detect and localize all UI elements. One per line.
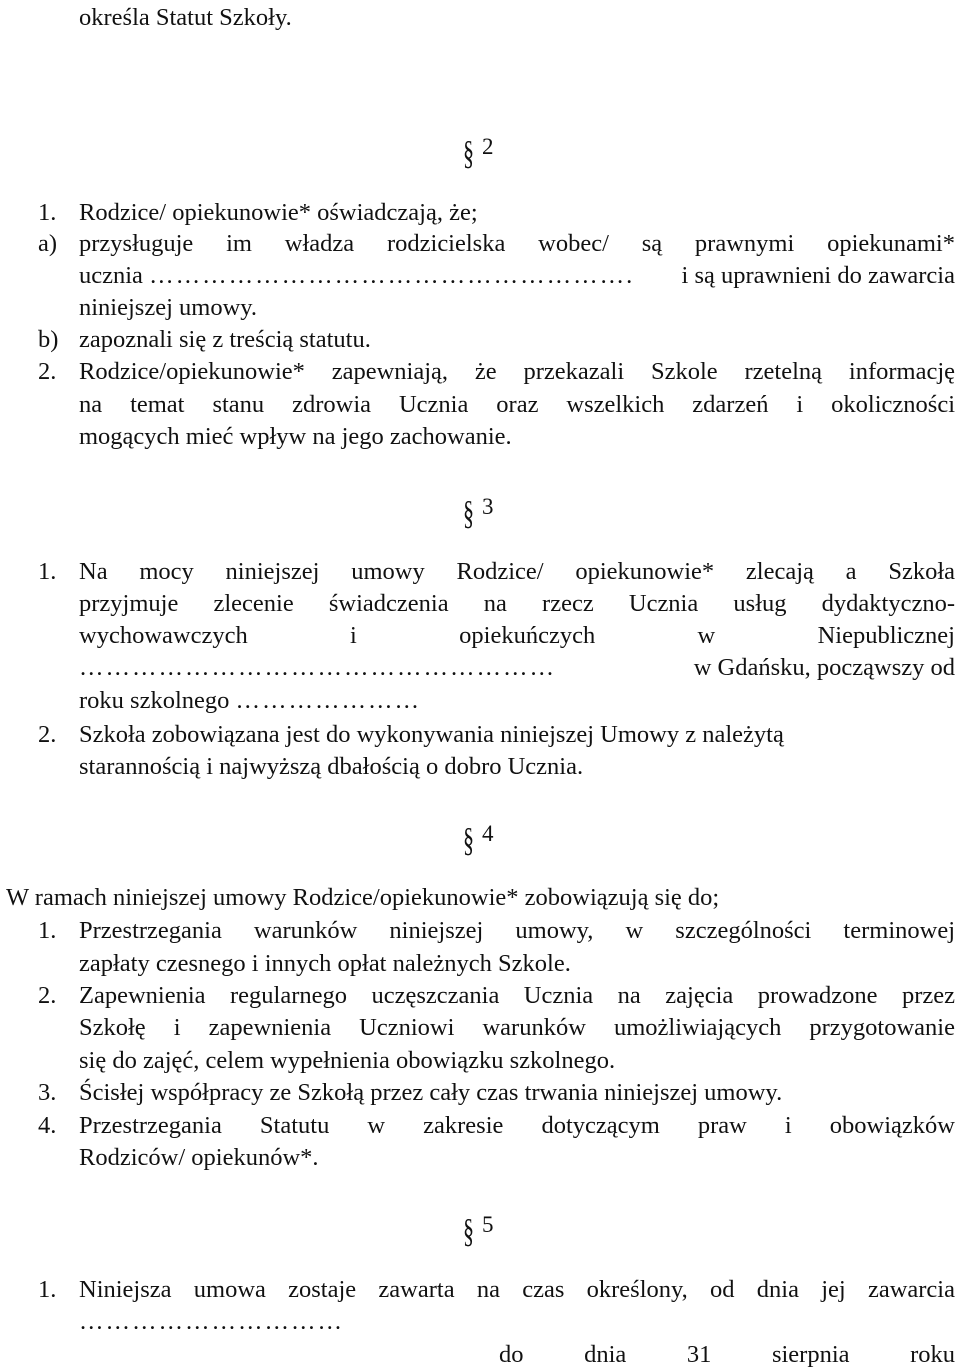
s4-item-1-number: 1. <box>38 915 56 948</box>
s2-item-2-line1: Rodzice/opiekunowie* zapewniają, że przekazali Szkole rzetelną informację <box>79 356 955 389</box>
s2-item-b-label: b) <box>38 324 58 357</box>
s4-item-3-text: Ścisłej współpracy ze Szkołą przez cały czas trwania niniejszej umowy. <box>79 1077 782 1110</box>
s4-intro: W ramach niniejszej umowy Rodzice/opiekunowie* zobowiązują się do; <box>6 882 719 915</box>
fill-in-dots: ……………………………………………… <box>79 654 556 681</box>
s5-item-1-line2-end: do dnia 31 sierpnia roku <box>499 1339 955 1371</box>
s2-item-a-line2-end: i są uprawnieni do zawarcia <box>682 260 955 293</box>
section-number: 4 <box>482 821 494 846</box>
s4-item-2-line3: się do zajęć, celem wypełnienia obowiązku szkolnego. <box>79 1045 615 1078</box>
fill-in-dots: ………………………………………………. <box>149 262 634 289</box>
s2-item-1-number: 1. <box>38 197 56 230</box>
section-number: 2 <box>482 134 494 159</box>
s3-item-2-line1: Szkoła zobowiązana jest do wykonywania niniejszej Umowy z należytą <box>79 719 784 752</box>
s4-item-1-line2: zapłaty czesnego i innych opłat należnych Szkole. <box>79 948 571 981</box>
section-4-heading <box>463 818 494 851</box>
section-2-heading <box>463 131 494 164</box>
s3-item-1-line3: wychowawczych i opiekuńczych w Niepublicznej <box>79 620 955 653</box>
s2-item-a-line2 <box>79 260 955 293</box>
s2-item-2-number: 2. <box>38 356 56 389</box>
s5-item-1-number: 1. <box>38 1274 56 1307</box>
s3-item-1-line2: przyjmuje zlecenie świadczenia na rzecz Ucznia usług dydaktyczno- <box>79 588 955 621</box>
s2-item-a-ucznia: ucznia <box>79 262 143 289</box>
s2-item-2-line3: mogących mieć wpływ na jego zachowanie. <box>79 421 512 454</box>
section-symbol: § <box>463 815 474 865</box>
s2-item-b-text: zapoznali się z treścią statutu. <box>79 324 371 357</box>
s2-item-a-line1: przysługuje im władza rodzicielska wobec/ są prawnymi opiekunami* <box>79 228 955 261</box>
s5-item-1-line1: Niniejsza umowa zostaje zawarta na czas określony, od dnia jej zawarcia <box>79 1274 955 1307</box>
fill-in-dots: ………………… <box>236 687 422 714</box>
section-5-heading <box>463 1209 494 1242</box>
s3-school-year-label: roku szkolnego <box>79 687 229 714</box>
top-line: określa Statut Szkoły. <box>79 2 292 35</box>
s3-item-1-line1: Na mocy niniejszej umowy Rodzice/ opiekunowie* zlecają a Szkoła <box>79 556 955 589</box>
s2-item-1-text: Rodzice/ opiekunowie* oświadczają, że; <box>79 197 478 230</box>
s3-item-1-line4-end: w Gdańsku, począwszy od <box>694 652 955 685</box>
s3-item-2-number: 2. <box>38 719 56 752</box>
s4-item-2-line1: Zapewnienia regularnego uczęszczania Ucznia na zajęcia prowadzone przez <box>79 980 955 1013</box>
s3-item-1-line4 <box>79 652 955 685</box>
s3-item-2-line2: starannością i najwyższą dbałością o dobro Ucznia. <box>79 751 583 784</box>
section-number: 5 <box>482 1212 494 1237</box>
section-3-heading <box>463 491 494 524</box>
s4-item-4-line2: Rodziców/ opiekunów*. <box>79 1142 319 1175</box>
s5-item-1-line2 <box>79 1306 955 1339</box>
section-number: 3 <box>482 494 494 519</box>
s3-item-1-line5 <box>79 685 421 718</box>
s2-item-a-line3: niniejszej umowy. <box>79 292 257 325</box>
section-symbol: § <box>463 1206 474 1256</box>
section-symbol: § <box>463 128 474 178</box>
s4-item-3-number: 3. <box>38 1077 56 1110</box>
s4-item-4-line1: Przestrzegania Statutu w zakresie dotyczącym praw i obowiązków <box>79 1110 955 1143</box>
s3-item-1-number: 1. <box>38 556 56 589</box>
s4-item-2-number: 2. <box>38 980 56 1013</box>
s4-item-4-number: 4. <box>38 1110 56 1143</box>
section-symbol: § <box>463 488 474 538</box>
s4-item-1-line1: Przestrzegania warunków niniejszej umowy, w szczególności terminowej <box>79 915 955 948</box>
fill-in-dots: ………………………… <box>79 1308 344 1335</box>
s2-item-a-label: a) <box>38 228 57 261</box>
s2-item-2-line2: na temat stanu zdrowia Ucznia oraz wszelkich zdarzeń i okoliczności <box>79 389 955 422</box>
s4-item-2-line2: Szkołę i zapewnienia Uczniowi warunków umożliwiających przygotowanie <box>79 1012 955 1045</box>
